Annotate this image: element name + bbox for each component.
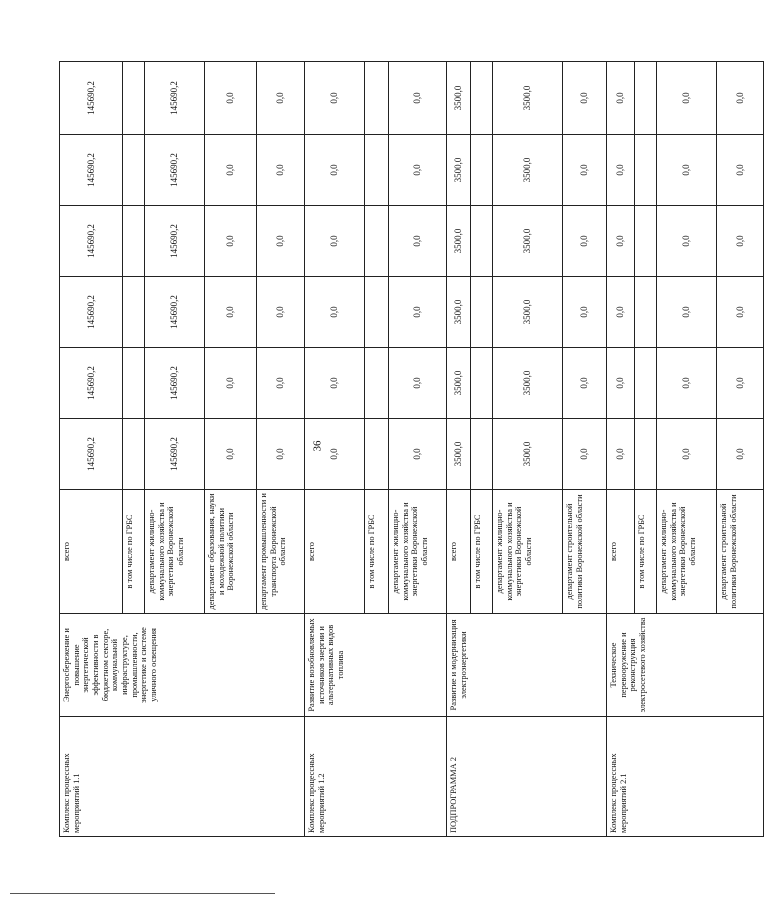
funding-source-cell: департамент жилищно-коммунального хозяйства и энергетики Воронежской области <box>389 490 447 614</box>
value-cell <box>471 277 493 348</box>
value-cell: 3500,0 <box>447 135 471 206</box>
value-cell: 0,0 <box>305 135 365 206</box>
value-cell: 0,0 <box>389 206 447 277</box>
rotated-page <box>59 62 745 837</box>
value-cell: 0,0 <box>257 348 305 419</box>
program-name-cell: Комплекс процессных мероприятий 1.1 <box>60 717 305 837</box>
value-cell: 0,0 <box>389 135 447 206</box>
value-cell <box>635 419 657 490</box>
value-cell <box>635 206 657 277</box>
value-cell <box>365 277 389 348</box>
value-cell <box>123 348 145 419</box>
table-row <box>60 62 123 837</box>
value-cell: 3500,0 <box>493 277 563 348</box>
value-cell: 0,0 <box>563 135 607 206</box>
value-cell: 0,0 <box>607 348 635 419</box>
value-cell: 0,0 <box>389 419 447 490</box>
value-cell <box>123 277 145 348</box>
funding-source-cell: департамент жилищно-коммунального хозяйства и энергетики Воронежской области <box>145 490 205 614</box>
value-cell: 0,0 <box>389 62 447 135</box>
value-cell: 0,0 <box>205 62 257 135</box>
value-cell: 0,0 <box>257 277 305 348</box>
value-cell <box>471 62 493 135</box>
value-cell: 145690,2 <box>145 348 205 419</box>
value-cell: 3500,0 <box>493 135 563 206</box>
value-cell <box>365 348 389 419</box>
table-body <box>60 62 764 837</box>
value-cell: 0,0 <box>563 206 607 277</box>
value-cell: 0,0 <box>607 135 635 206</box>
value-cell: 0,0 <box>389 277 447 348</box>
value-cell: 0,0 <box>205 206 257 277</box>
table-row <box>447 62 471 837</box>
value-cell: 0,0 <box>563 419 607 490</box>
value-cell <box>123 62 145 135</box>
value-cell <box>123 419 145 490</box>
value-cell: 145690,2 <box>145 135 205 206</box>
program-name-cell: Комплекс процессных мероприятий 1.2 <box>305 717 447 837</box>
value-cell: 145690,2 <box>60 348 123 419</box>
value-cell: 0,0 <box>205 277 257 348</box>
program-description-cell: Развитие и модернизация электроэнергетики <box>447 614 607 717</box>
page-number: 36 <box>311 440 324 452</box>
program-funding-table <box>59 61 764 837</box>
value-cell: 0,0 <box>657 206 717 277</box>
value-cell: 0,0 <box>205 348 257 419</box>
value-cell: 0,0 <box>657 277 717 348</box>
value-cell: 0,0 <box>717 419 764 490</box>
value-cell: 3500,0 <box>447 419 471 490</box>
value-cell: 3500,0 <box>447 62 471 135</box>
value-cell <box>635 348 657 419</box>
value-cell: 3500,0 <box>447 206 471 277</box>
value-cell: 0,0 <box>607 419 635 490</box>
value-cell: 0,0 <box>657 135 717 206</box>
value-cell: 145690,2 <box>60 206 123 277</box>
value-cell: 0,0 <box>717 206 764 277</box>
funding-source-cell: всего <box>60 490 123 614</box>
value-cell: 3500,0 <box>447 277 471 348</box>
value-cell: 3500,0 <box>447 348 471 419</box>
value-cell: 145690,2 <box>145 206 205 277</box>
value-cell <box>365 419 389 490</box>
value-cell: 0,0 <box>657 419 717 490</box>
value-cell: 0,0 <box>257 62 305 135</box>
footnote-rule <box>10 893 275 894</box>
value-cell: 145690,2 <box>145 277 205 348</box>
value-cell: 0,0 <box>305 277 365 348</box>
value-cell: 0,0 <box>717 277 764 348</box>
value-cell: 0,0 <box>657 348 717 419</box>
value-cell <box>365 206 389 277</box>
value-cell <box>365 135 389 206</box>
funding-source-cell: всего <box>607 490 635 614</box>
value-cell <box>471 419 493 490</box>
program-description-cell: Техническое перевооружение и реконструкция электросетевого хозяйства <box>607 614 764 717</box>
funding-source-cell: департамент строительной политики Воронежской области <box>717 490 764 614</box>
funding-source-cell: в том числе по ГРБС <box>365 490 389 614</box>
table-row <box>305 62 365 837</box>
value-cell: 0,0 <box>305 62 365 135</box>
value-cell: 0,0 <box>389 348 447 419</box>
value-cell: 0,0 <box>563 277 607 348</box>
value-cell: 0,0 <box>607 62 635 135</box>
value-cell: 145690,2 <box>60 419 123 490</box>
value-cell: 0,0 <box>717 135 764 206</box>
funding-source-cell: департамент строительной политики Воронежской области <box>563 490 607 614</box>
program-description-cell: Энергосбережение и повышение энергетической эффективности в бюджетном секторе, коммунальной инфраструктуре, промышленности, энергетике и системе уличного освещения <box>60 614 305 717</box>
funding-source-cell: департамент жилищно-коммунального хозяйства и энергетики Воронежской области <box>493 490 563 614</box>
funding-source-cell: в том числе по ГРБС <box>471 490 493 614</box>
value-cell: 0,0 <box>257 419 305 490</box>
value-cell: 0,0 <box>305 348 365 419</box>
table-row <box>607 62 635 837</box>
value-cell <box>123 135 145 206</box>
value-cell <box>365 62 389 135</box>
value-cell: 145690,2 <box>145 62 205 135</box>
value-cell: 0,0 <box>205 135 257 206</box>
value-cell <box>635 62 657 135</box>
funding-source-cell: всего <box>447 490 471 614</box>
program-name-cell: Комплекс процессных мероприятий 2.1 <box>607 717 764 837</box>
value-cell: 0,0 <box>717 62 764 135</box>
value-cell: 0,0 <box>205 419 257 490</box>
value-cell: 145690,2 <box>60 135 123 206</box>
value-cell <box>123 206 145 277</box>
value-cell: 0,0 <box>607 206 635 277</box>
value-cell: 0,0 <box>657 62 717 135</box>
value-cell: 3500,0 <box>493 62 563 135</box>
value-cell: 0,0 <box>305 206 365 277</box>
value-cell: 0,0 <box>257 206 305 277</box>
value-cell <box>635 135 657 206</box>
value-cell: 0,0 <box>717 348 764 419</box>
value-cell: 3500,0 <box>493 348 563 419</box>
value-cell: 145690,2 <box>145 419 205 490</box>
funding-source-cell: всего <box>305 490 365 614</box>
value-cell <box>471 135 493 206</box>
value-cell: 3500,0 <box>493 419 563 490</box>
value-cell: 145690,2 <box>60 277 123 348</box>
funding-source-cell: департамент образования, науки и молодежной политики Воронежской области <box>205 490 257 614</box>
value-cell <box>635 277 657 348</box>
value-cell: 145690,2 <box>60 62 123 135</box>
funding-source-cell: департамент промышленности и транспорта Воронежской области <box>257 490 305 614</box>
value-cell: 3500,0 <box>493 206 563 277</box>
funding-source-cell: в том числе по ГРБС <box>123 490 145 614</box>
funding-source-cell: в том числе по ГРБС <box>635 490 657 614</box>
value-cell: 0,0 <box>607 277 635 348</box>
value-cell <box>471 206 493 277</box>
funding-source-cell: департамент жилищно-коммунального хозяйства и энергетики Воронежской области <box>657 490 717 614</box>
value-cell: 0,0 <box>257 135 305 206</box>
program-description-cell: Развитие возобновляемых источников энергии и альтернативных видов топлива <box>305 614 447 717</box>
value-cell: 0,0 <box>563 348 607 419</box>
value-cell: 0,0 <box>563 62 607 135</box>
value-cell: 0,0 <box>305 419 365 490</box>
program-name-cell: ПОДПРОГРАММА 2 <box>447 717 607 837</box>
value-cell <box>471 348 493 419</box>
